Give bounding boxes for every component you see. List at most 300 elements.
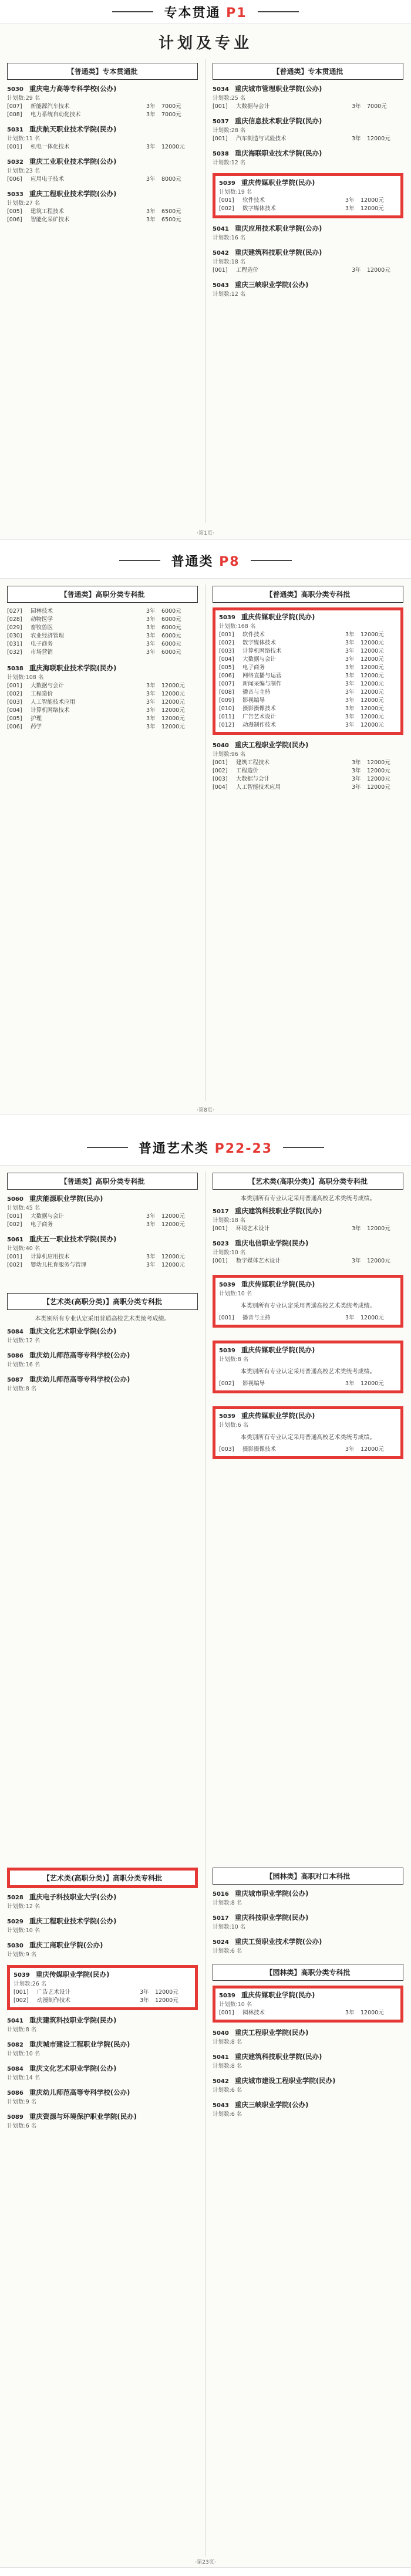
right-column xyxy=(213,59,403,305)
program-row xyxy=(213,759,403,767)
program-code: [008] xyxy=(7,112,22,118)
program-duration: 3年 xyxy=(146,208,156,215)
program-duration: 3年 xyxy=(352,136,361,142)
program-row xyxy=(213,1257,403,1265)
section-title: 普通艺术类 P22-23 xyxy=(138,1141,273,1156)
program-row xyxy=(7,723,198,731)
program-row xyxy=(219,721,397,730)
program-code: [002] xyxy=(219,205,234,212)
plan-count: 计划数:18 名 xyxy=(213,259,246,265)
program-fee: 12000元 xyxy=(361,640,384,646)
school-code: 5042 xyxy=(213,2078,229,2085)
school-code: 5028 xyxy=(7,1895,23,1901)
column-divider xyxy=(205,1171,206,2557)
program-fee: 6500元 xyxy=(161,217,181,223)
program-duration: 3年 xyxy=(345,656,355,663)
plan-count: 计划数:25 名 xyxy=(213,95,246,102)
school-list xyxy=(7,2016,198,2131)
category-header: 【普通类】高职分类专科批 xyxy=(7,1173,198,1190)
program-name: 播音与主持 xyxy=(242,1315,271,1321)
school-code: 5038 xyxy=(7,666,23,672)
program-fee: 12000元 xyxy=(367,776,390,782)
program-code: [001] xyxy=(213,267,228,274)
program-name: 电子商务 xyxy=(31,1221,53,1228)
school-entry xyxy=(7,1917,198,1935)
program-duration: 3年 xyxy=(345,697,355,704)
school-entry xyxy=(213,224,403,242)
plan-count: 计划数:6 名 xyxy=(213,1948,242,1954)
school-code: 5033 xyxy=(7,191,23,198)
page-number: ·第1页· xyxy=(197,531,214,536)
program-row xyxy=(14,1988,191,1997)
program-fee: 12000元 xyxy=(361,632,384,638)
program-code: [006] xyxy=(7,176,22,183)
program-duration: 3年 xyxy=(345,664,355,671)
program-row xyxy=(213,135,403,143)
plan-count: 计划数:8 名 xyxy=(213,2063,242,2069)
school-code: 5082 xyxy=(7,2042,23,2048)
plan-count: 计划数:11 名 xyxy=(7,136,41,142)
school-entry xyxy=(7,125,198,151)
program-fee: 6500元 xyxy=(161,208,181,215)
program-name: 新闻采编与制作 xyxy=(242,681,282,687)
program-duration: 3年 xyxy=(345,1446,355,1453)
school-name: 重庆传媒职业学院(民办) xyxy=(241,1991,315,1999)
school-list xyxy=(7,664,198,731)
school-entry xyxy=(7,2088,198,2106)
school-entry xyxy=(213,1406,403,1459)
plan-count: 计划数:14 名 xyxy=(7,2075,41,2081)
program-duration: 3年 xyxy=(146,217,156,223)
school-code: 5039 xyxy=(219,180,235,187)
program-code: [007] xyxy=(219,681,234,687)
program-name: 影视编导 xyxy=(242,697,265,704)
program-fee: 12000元 xyxy=(161,715,185,722)
program-name: 环境艺术设计 xyxy=(236,1225,270,1232)
program-duration: 3年 xyxy=(352,768,361,774)
program-list xyxy=(7,607,198,657)
program-name: 广告艺术设计 xyxy=(37,1989,71,1996)
program-fee: 12000元 xyxy=(161,144,185,150)
program-row xyxy=(7,1213,198,1221)
right-column-upper xyxy=(213,1169,403,1472)
program-row xyxy=(219,697,397,705)
program-code: [006] xyxy=(7,217,22,223)
program-fee: 6000元 xyxy=(161,624,181,631)
program-duration: 3年 xyxy=(352,776,361,782)
program-code: [010] xyxy=(219,705,234,712)
school-name: 重庆能源职业学院(民办) xyxy=(29,1194,103,1203)
program-fee: 12000元 xyxy=(161,1254,185,1260)
plan-count: 计划数:16 名 xyxy=(213,235,246,241)
school-entry xyxy=(7,1941,198,1959)
program-name: 婴幼儿托育服务与管理 xyxy=(31,1262,87,1268)
school-code: 5039 xyxy=(14,1972,30,1979)
program-fee: 12000元 xyxy=(361,681,384,687)
program-code: [002] xyxy=(14,1997,29,2004)
program-duration: 3年 xyxy=(345,632,355,638)
school-entry xyxy=(213,1239,403,1265)
program-name: 建筑工程技术 xyxy=(236,759,270,766)
school-entry xyxy=(7,157,198,184)
program-code: [009] xyxy=(219,697,234,704)
program-name: 汽车制造与试验技术 xyxy=(236,136,287,142)
school-name: 重庆航天职业技术学院(民办) xyxy=(29,125,117,133)
school-entry xyxy=(213,2077,403,2095)
program-row xyxy=(219,197,397,205)
school-name: 重庆传媒职业学院(民办) xyxy=(35,1970,110,1979)
school-name: 重庆幼儿师范高等专科学校(公办) xyxy=(29,1351,130,1359)
plan-count: 计划数:6 名 xyxy=(219,1422,249,1429)
program-row xyxy=(7,707,198,715)
program-name: 电子商务 xyxy=(242,664,265,671)
school-name: 重庆电子科技职业大学(公办) xyxy=(29,1893,117,1901)
school-code: 5040 xyxy=(213,2030,229,2037)
program-row xyxy=(219,1446,397,1454)
program-row xyxy=(213,767,403,775)
school-code: 5041 xyxy=(213,2054,229,2061)
school-name: 重庆三峡职业学院(公办) xyxy=(234,281,309,289)
plan-count: 计划数:28 名 xyxy=(213,127,246,134)
program-code: [001] xyxy=(7,144,22,150)
section-banner-1 xyxy=(0,0,411,23)
program-fee: 6000元 xyxy=(161,649,181,656)
program-fee: 12000元 xyxy=(367,267,390,274)
school-code: 5039 xyxy=(219,1282,235,1288)
school-entry xyxy=(213,2101,403,2119)
program-fee: 12000元 xyxy=(361,673,384,679)
program-name: 电力系统自动化技术 xyxy=(31,112,81,118)
program-code: [001] xyxy=(219,2010,234,2016)
program-duration: 3年 xyxy=(146,616,156,623)
school-name: 重庆幼儿师范高等专科学校(公办) xyxy=(29,1375,130,1383)
highlighted-school xyxy=(213,1986,403,2023)
program-duration: 3年 xyxy=(345,648,355,654)
category-header: 【普通类】高职分类专科批 xyxy=(7,586,198,603)
section-banner-2 xyxy=(0,549,411,572)
category-header: 【园林类】高职分类专科批 xyxy=(213,1964,403,1981)
school-code: 5084 xyxy=(7,2066,23,2072)
school-entry xyxy=(213,2052,403,2071)
program-code: [012] xyxy=(219,722,234,728)
school-code: 5038 xyxy=(213,151,229,157)
school-entry xyxy=(7,1893,198,1911)
program-fee: 12000元 xyxy=(361,1380,384,1387)
section-banner-3 xyxy=(0,1136,411,1159)
program-row xyxy=(7,607,198,616)
program-fee: 12000元 xyxy=(361,714,384,720)
school-name: 重庆应用技术职业学院(公办) xyxy=(234,224,322,232)
highlighted-school xyxy=(7,1965,198,2010)
school-entry xyxy=(7,2112,198,2131)
program-duration: 3年 xyxy=(352,1225,361,1232)
program-fee: 8000元 xyxy=(161,176,181,183)
program-row xyxy=(7,640,198,649)
program-row xyxy=(213,784,403,792)
program-duration: 3年 xyxy=(345,2010,355,2016)
category-header: 【普通类】高职分类专科批 xyxy=(213,586,403,603)
program-row xyxy=(7,698,198,707)
school-name: 重庆五一职业技术学院(民办) xyxy=(29,1235,117,1243)
program-name: 大数据与会计 xyxy=(236,103,270,110)
school-entry xyxy=(7,1327,198,1345)
school-list xyxy=(213,1207,403,1265)
program-duration: 3年 xyxy=(146,699,156,705)
highlighted-school xyxy=(213,607,403,735)
school-name: 重庆电力高等专科学校(公办) xyxy=(29,85,117,93)
program-row xyxy=(219,2009,397,2017)
plan-count: 计划数:108 名 xyxy=(7,674,44,681)
program-code: [002] xyxy=(213,768,228,774)
program-code: [002] xyxy=(219,640,234,646)
program-code: [005] xyxy=(7,208,22,215)
school-code: 5060 xyxy=(7,1196,23,1203)
school-entry xyxy=(213,607,403,735)
program-name: 播音与主持 xyxy=(242,689,271,696)
school-name: 重庆幼儿师范高等专科学校(公办) xyxy=(29,2088,130,2096)
school-name: 重庆传媒职业学院(民办) xyxy=(241,1280,315,1288)
program-fee: 12000元 xyxy=(361,2010,384,2016)
program-fee: 12000元 xyxy=(361,1315,384,1321)
program-code: [001] xyxy=(213,1225,228,1232)
program-duration: 3年 xyxy=(146,624,156,631)
plan-count: 计划数:12 名 xyxy=(7,1338,41,1344)
program-fee: 12000元 xyxy=(361,705,384,712)
school-list xyxy=(213,1889,403,1956)
program-name: 农业经济管理 xyxy=(31,633,65,639)
page-number: ·第8页· xyxy=(197,1108,214,1113)
plan-count: 计划数:8 名 xyxy=(219,1356,249,1363)
program-duration: 3年 xyxy=(146,707,156,714)
program-duration: 3年 xyxy=(146,641,156,647)
program-code: [004] xyxy=(7,707,22,714)
school-entry xyxy=(213,173,403,218)
banner-divider xyxy=(258,11,299,12)
program-duration: 3年 xyxy=(345,205,355,212)
school-code: 5016 xyxy=(213,1891,229,1898)
program-fee: 12000元 xyxy=(361,664,384,671)
school-name: 重庆海联职业技术学院(民办) xyxy=(29,664,117,672)
program-fee: 12000元 xyxy=(161,683,185,689)
category-header-highlighted: 【艺术类(高职分类)】高职分类专科批 xyxy=(7,1868,198,1888)
plan-count: 计划数:23 名 xyxy=(7,168,41,174)
document-page-1 xyxy=(0,23,411,540)
program-name: 园林技术 xyxy=(31,608,53,615)
program-row xyxy=(7,1261,198,1270)
program-fee: 12000元 xyxy=(361,648,384,654)
program-duration: 3年 xyxy=(345,640,355,646)
school-list xyxy=(213,85,403,299)
page-title: 计划及专业 xyxy=(158,35,252,52)
school-code: 5089 xyxy=(7,2114,23,2121)
school-entry xyxy=(213,1889,403,1907)
school-code: 5017 xyxy=(213,1915,229,1922)
school-code: 5041 xyxy=(7,2018,23,2024)
program-duration: 3年 xyxy=(352,103,361,110)
program-code: [002] xyxy=(219,1380,234,1387)
program-row xyxy=(7,111,198,119)
program-name: 计算机应用技术 xyxy=(31,1254,70,1260)
program-name: 影视编导 xyxy=(242,1380,265,1387)
left-column xyxy=(7,59,198,230)
school-list xyxy=(7,1327,198,1393)
program-code: [004] xyxy=(219,656,234,663)
program-row xyxy=(213,775,403,784)
school-code: 5031 xyxy=(7,127,23,133)
school-code: 5043 xyxy=(213,2102,229,2109)
program-row xyxy=(213,1225,403,1233)
column-divider xyxy=(205,585,206,1101)
school-code: 5039 xyxy=(219,1993,235,1999)
program-name: 数字媒体技术 xyxy=(242,205,277,212)
plan-count: 计划数:12 名 xyxy=(213,160,246,166)
plan-count: 计划数:10 名 xyxy=(7,1927,41,1934)
program-duration: 3年 xyxy=(345,689,355,696)
document-page-22-23 xyxy=(0,1165,411,2568)
school-code: 5017 xyxy=(213,1208,229,1215)
plan-count: 计划数:45 名 xyxy=(7,1205,41,1211)
school-name: 重庆海联职业技术学院(民办) xyxy=(234,149,322,157)
program-duration: 3年 xyxy=(146,683,156,689)
plan-count: 计划数:6 名 xyxy=(7,2123,37,2129)
plan-count: 计划数:168 名 xyxy=(219,623,256,630)
program-row xyxy=(219,1380,397,1388)
program-row xyxy=(7,616,198,624)
program-fee: 7000元 xyxy=(161,112,181,118)
program-fee: 12000元 xyxy=(367,784,390,791)
program-code: [011] xyxy=(219,714,234,720)
program-code: [007] xyxy=(7,103,22,110)
school-name: 重庆城市建设工程职业学院(民办) xyxy=(234,2077,336,2085)
category-note: 本类别所有专业认定采用普通高校艺术类统考成绩。 xyxy=(240,1196,376,1202)
program-row xyxy=(7,103,198,111)
program-row xyxy=(7,682,198,690)
category-header: 【普通类】专本贯通批 xyxy=(7,63,198,80)
program-duration: 3年 xyxy=(146,1213,156,1220)
program-code: [030] xyxy=(7,633,22,639)
plan-count: 计划数:6 名 xyxy=(213,2087,242,2094)
school-list xyxy=(7,85,198,224)
school-code: 5029 xyxy=(7,1919,23,1925)
category-note: 本类别所有专业认定采用普通高校艺术类统考成绩。 xyxy=(35,1316,170,1322)
school-name: 重庆文化艺术职业学院(公办) xyxy=(29,2064,117,2072)
school-code: 5030 xyxy=(7,86,23,93)
school-entry xyxy=(7,190,198,224)
program-fee: 12000元 xyxy=(161,1213,185,1220)
program-code: [001] xyxy=(213,136,228,142)
school-entry xyxy=(213,1937,403,1956)
school-entry xyxy=(7,664,198,731)
program-code: [031] xyxy=(7,641,22,647)
program-row xyxy=(219,205,397,213)
plan-count: 计划数:10 名 xyxy=(219,2001,252,2008)
school-entry xyxy=(213,1207,403,1233)
school-code: 5087 xyxy=(7,1377,23,1383)
program-code: [027] xyxy=(7,608,22,615)
school-name: 重庆传媒职业学院(民办) xyxy=(241,613,315,621)
program-duration: 3年 xyxy=(352,1258,361,1264)
school-entry xyxy=(7,1235,198,1270)
banner-divider xyxy=(283,1147,324,1148)
program-fee: 12000元 xyxy=(367,759,390,766)
plan-count: 计划数:10 名 xyxy=(213,1924,246,1930)
program-row xyxy=(7,632,198,640)
category-header: 【园林类】高职对口本科批 xyxy=(213,1868,403,1885)
program-fee: 12000元 xyxy=(161,1221,185,1228)
program-code: [003] xyxy=(7,699,22,705)
program-row xyxy=(7,624,198,632)
program-row xyxy=(14,1997,191,2005)
program-row xyxy=(219,656,397,664)
school-list xyxy=(7,1893,198,1959)
program-row xyxy=(219,688,397,697)
school-code: 5034 xyxy=(213,86,229,93)
program-name: 大数据与会计 xyxy=(236,776,270,782)
school-note: 本类别所有专业认定采用普通高校艺术类统考成绩。 xyxy=(240,1434,376,1441)
plan-count: 计划数:6 名 xyxy=(213,2111,242,2118)
school-code: 5030 xyxy=(7,1943,23,1949)
school-entry xyxy=(213,741,403,792)
plan-count: 计划数:12 名 xyxy=(213,291,246,298)
school-name: 重庆传媒职业学院(民办) xyxy=(241,1346,315,1354)
program-fee: 12000元 xyxy=(155,1989,178,1996)
school-name: 重庆传媒职业学院(民办) xyxy=(241,1412,315,1420)
program-fee: 12000元 xyxy=(161,707,185,714)
program-duration: 3年 xyxy=(146,103,156,110)
program-row xyxy=(7,143,198,151)
school-entry xyxy=(7,1965,198,2010)
school-code: 5061 xyxy=(7,1237,23,1243)
school-entry xyxy=(7,1194,198,1229)
program-name: 应用电子技术 xyxy=(31,176,65,183)
program-row xyxy=(213,266,403,275)
program-row xyxy=(7,1221,198,1229)
program-name: 数字媒体技术 xyxy=(242,640,277,646)
program-name: 动漫制作技术 xyxy=(37,1997,71,2004)
school-entry xyxy=(213,117,403,143)
banner-divider xyxy=(251,560,292,561)
school-list xyxy=(213,2028,403,2119)
program-duration: 3年 xyxy=(146,176,156,183)
category-header: 【普通类】专本贯通批 xyxy=(213,63,403,80)
program-code: [005] xyxy=(7,715,22,722)
plan-count: 计划数:96 名 xyxy=(213,751,246,758)
school-list xyxy=(213,741,403,792)
highlighted-schools xyxy=(213,1275,403,1459)
program-name: 工程造价 xyxy=(236,768,259,774)
program-fee: 7000元 xyxy=(161,103,181,110)
program-duration: 3年 xyxy=(345,1315,355,1321)
program-row xyxy=(219,680,397,688)
program-fee: 12000元 xyxy=(361,697,384,704)
program-fee: 12000元 xyxy=(161,699,185,705)
program-duration: 3年 xyxy=(345,705,355,712)
plan-count: 计划数:26 名 xyxy=(14,1981,47,1987)
program-row xyxy=(7,690,198,698)
program-duration: 3年 xyxy=(140,1989,149,1996)
program-code: [005] xyxy=(219,664,234,671)
school-name: 重庆科技职业学院(民办) xyxy=(234,1913,309,1922)
program-name: 动漫制作技术 xyxy=(242,722,277,728)
school-name: 重庆工程职业技术学院(公办) xyxy=(29,190,117,198)
school-name: 重庆工程职业技术学院(公办) xyxy=(29,1917,117,1925)
school-name: 重庆建筑科技职业学院(民办) xyxy=(234,1207,322,1215)
program-row xyxy=(7,175,198,184)
school-code: 5037 xyxy=(213,119,229,125)
program-code: [028] xyxy=(7,616,22,623)
program-code: [001] xyxy=(219,197,234,204)
plan-count: 计划数:29 名 xyxy=(7,95,41,102)
